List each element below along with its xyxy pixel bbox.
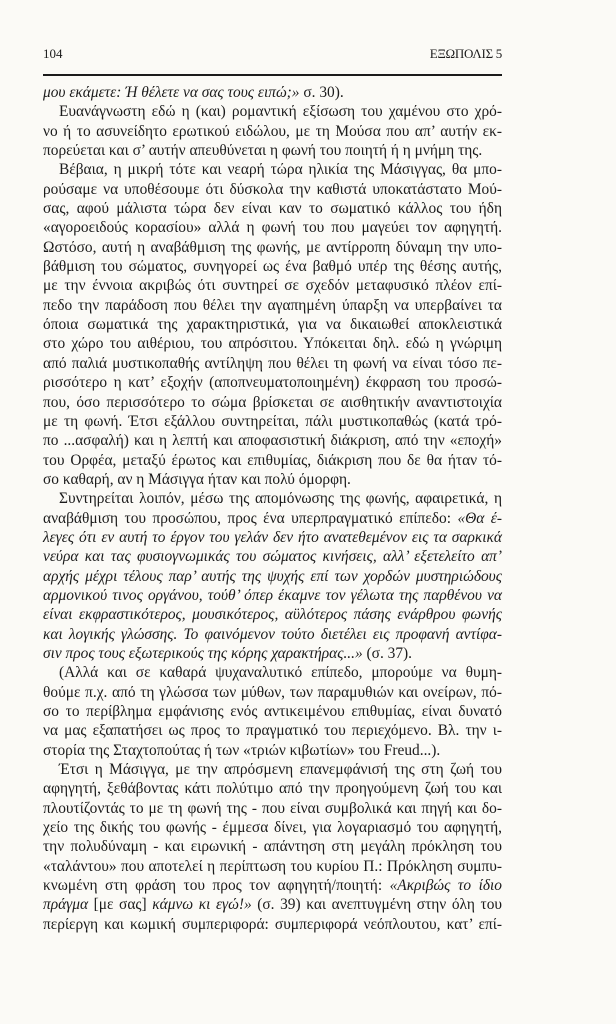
text-line	[43, 799, 502, 818]
text-segment: σο το περίβλημα εμφάνισης ενός αντικειμένου επιθυμίας, είναι δυνατό	[43, 703, 502, 720]
text-line	[43, 315, 502, 334]
text-line	[43, 451, 502, 470]
text-segment: αφηγητή, ξεθάβοντας κάτι πολύτιμο από την προηγούμενη ζωή του και	[43, 780, 502, 798]
text-segment: ρισσότερο η κατ’ εξοχήν (αποπνευματοποιημένη) έκφραση του προσώ-	[43, 374, 502, 392]
text-line	[43, 373, 502, 392]
text-line	[43, 470, 502, 489]
text-segment: «αγοροειδούς κορασίου» αλλά η φωνή του που μαγεύει τον αφηγητή.	[43, 219, 502, 237]
italic-quote-segment: είναι εκφραστικότερος, μουσικότερος, αϋλότερος πάσης ενάρθρου φωνής	[43, 606, 502, 624]
text-line	[43, 296, 502, 315]
text-line	[43, 857, 502, 876]
text-line	[43, 876, 502, 895]
text-line	[43, 160, 502, 179]
text-segment: Βέβαια, η μικρή τότε και νεαρή τώρα ηλικία της Μάσιγγας, θα μπο-	[59, 161, 502, 179]
text-line	[43, 683, 502, 702]
text-segment: (σ. 39) και ανεπτυγμένη στην όλη του	[251, 896, 503, 914]
text-line	[43, 393, 502, 412]
text-segment: πεδο την παράδοση που θέλει την αγαπημένη ύπαρξη να υπερβαίνει τα	[43, 296, 502, 314]
text-line	[43, 276, 502, 295]
text-segment: όποια σωματικά της χαρακτηριστικά, για να δικαιωθεί αποκλειστικά	[43, 316, 502, 334]
text-line	[43, 218, 502, 237]
running-header-journal: ΕΞΩΠΟΛΙΣ 5	[429, 46, 502, 61]
italic-quote-segment: μου εκάμετε: Ή θέλετε να σας τους ειπώ;»	[43, 84, 300, 101]
italic-quote-segment: «Θα έ-	[457, 509, 502, 527]
italic-quote-segment: κάμνω κι εγώ!»	[152, 896, 252, 914]
italic-quote-segment: αρμονικού τινος οργάνου, τούθ’ όπερ έκαμνε τον γέλωτα της παρθένου να	[43, 586, 502, 604]
text-line	[43, 509, 502, 528]
italic-quote-segment: «Ακριβώς το ίδιο	[389, 877, 502, 895]
text-segment: Συντηρείται λοιπόν, μέσω της απομόνωσης της φωνής, αφαιρετικά, η	[59, 490, 502, 508]
text-segment: κνωμένη στη φράση του προς τον αφηγητή/ποιητή:	[43, 877, 390, 895]
text-segment: ρούσαμε να υποθέσουμε ότι δύσκολα την καθιστά υποκατάστατο Μού-	[43, 180, 502, 198]
text-line	[43, 257, 502, 276]
text-line	[43, 605, 502, 624]
text-segment: (σ. 37).	[362, 644, 413, 662]
text-segment: πο ...ασφαλή) και η λεπτή και αποφασιστική διάκριση, από την «εποχή»	[43, 432, 502, 450]
text-segment: να μας εξαπατήσει ως προς το πραγματικό του περιεχόμενο. Βλ. την ι-	[43, 722, 502, 740]
text-line	[43, 102, 502, 121]
text-line	[43, 412, 502, 431]
text-segment: [με σας]	[88, 896, 153, 914]
text-segment: (Αλλά και σε καθαρά ψυχαναλυτικό επίπεδο, μπορούμε να θυμη-	[59, 664, 502, 682]
text-line	[43, 702, 502, 721]
italic-quote-segment: λεγες ότι εν αυτή το έργον του γελάν δεν ήτο ανατεθεμένον εις τα σαρκικά	[43, 528, 502, 546]
text-segment: σας, αφού μάλιστα τώρα δεν είναι καν το σωματικό κάλλος του ήδη	[43, 200, 502, 218]
text-line	[43, 586, 502, 605]
text-line	[43, 779, 502, 798]
text-segment: βάθμιση του σώματος, συνηγορεί ως ένα βαθμό υπέρ της θέσης αυτής,	[43, 258, 502, 276]
text-line	[43, 625, 502, 644]
text-segment: σο καθαρή, αν η Μάσιγγα ήταν και πολύ όμορφη.	[43, 470, 351, 488]
text-line	[43, 431, 502, 450]
text-line	[43, 741, 502, 760]
text-line	[43, 122, 502, 141]
text-line	[43, 837, 502, 856]
page-number: 104	[43, 46, 63, 61]
text-line	[43, 644, 502, 663]
text-line	[43, 567, 502, 586]
text-segment: αναβάθμιση του προσώπου, προς ένα υπερπραγματικό επίπεδο:	[43, 509, 458, 527]
text-line	[43, 760, 502, 779]
text-line	[43, 354, 502, 373]
text-segment: με τη φωνή. Έτσι εξάλλου συντηρείται, πάλι μυστικοπαθώς (κατά τρό-	[43, 412, 502, 430]
text-segment: νο ή το ασυνείδητο ερωτικού ειδώλου, με τη Μούσα που απ’ αυτήν εκ-	[43, 122, 502, 140]
text-line	[43, 199, 502, 218]
text-segment: περίεργη και κωμική συμπεριφορά: συμπεριφορά νεόπλουτου, κατ’ επί-	[43, 915, 502, 933]
italic-quote-segment: σιν προς τους εξωτερικούς της κόρης χαρακτήρας...»	[43, 644, 363, 662]
header-rule	[43, 74, 502, 76]
text-segment: που, όσο περισσότερο το σώμα βρίσκεται σε αισθητικήν αναντιστοιχία	[43, 393, 502, 411]
text-segment: θούμε π.χ. από τη γλώσσα των μύθων, των παραμυθιών και ονείρων, πό-	[43, 683, 502, 701]
text-segment: Έτσι η Μάσιγγα, με την απρόσμενη επανεμφάνισή της στη ζωή του	[59, 761, 502, 779]
text-segment: την πολυδύναμη - και ειρωνική - απάντηση στη μεγάλη πρόκληση του	[43, 838, 502, 856]
text-segment: «ταλάντου» που αποτελεί η περίπτωση του κυρίου Π.: Πρόκληση συμπυ-	[43, 857, 502, 875]
text-segment: πλουτίζοντάς το με τη φωνή της - που είναι συμβολικά και πηγή και δο-	[43, 799, 502, 817]
italic-quote-segment: αρχής μέχρι τέλους παρ’ αυτής της ψυχής επί των χορδών μυστηριώδους	[43, 567, 502, 585]
text-line	[43, 141, 502, 160]
italic-quote-segment: και λογικής γλώσσης. Το φαινόμενον τούτο διετέλει εις προφανή αντίφα-	[43, 625, 502, 643]
text-line	[43, 238, 502, 257]
italic-quote-segment: πράγμα	[43, 896, 89, 914]
body-text	[43, 83, 502, 934]
text-segment: από παλιά μυστικοπαθής αντίληψη που θέλει τη φωνή να είναι τόσο πε-	[43, 354, 502, 372]
text-line	[43, 547, 502, 566]
text-line	[43, 83, 502, 102]
text-segment: πορεύεται και σ’ αυτήν απευθύνεται η φωνή του ποιητή ή η μνήμη της.	[43, 142, 483, 160]
text-line	[43, 721, 502, 740]
text-line	[43, 818, 502, 837]
italic-quote-segment: νεύρα και τας φυσιογνωμικάς του σώματος κινήσεις, αλλ’ εξετελείτο απ’	[43, 548, 502, 566]
text-segment: Ευανάγνωστη εδώ η (και) ρομαντική εξίσωση του χαμένου στο χρό-	[59, 103, 502, 121]
text-line	[43, 915, 502, 934]
text-segment: σ. 30).	[299, 84, 344, 101]
text-segment: στορία της Σταχτοπούτας ή των «τριών κιβωτίων» του Freud...).	[43, 741, 441, 759]
text-line	[43, 528, 502, 547]
text-segment: με την έννοια ακριβώς ότι συντηρεί σε σχεδόν μεταφυσικό πλέον επί-	[43, 277, 502, 295]
text-segment: του Ορφέα, μεταξύ έρωτος και επιθυμίας, διάκριση που δε θα ήταν τό-	[43, 451, 502, 469]
text-line	[43, 663, 502, 682]
text-line	[43, 895, 502, 914]
text-line	[43, 334, 502, 353]
text-segment: στο χώρο του αιθέριου, του απρόσιτου. Υπόκειται δηλ. εδώ η γνώριμη	[43, 335, 502, 353]
text-segment: Ωστόσο, αυτή η αναβάθμιση της φωνής, με αντίρροπη δύναμη την υπο-	[43, 238, 502, 256]
text-segment: χείο της δικής του φωνής - έμμεσα δίνει, για λογαριασμό του αφηγητή,	[43, 819, 502, 837]
text-line	[43, 489, 502, 508]
text-line	[43, 180, 502, 199]
